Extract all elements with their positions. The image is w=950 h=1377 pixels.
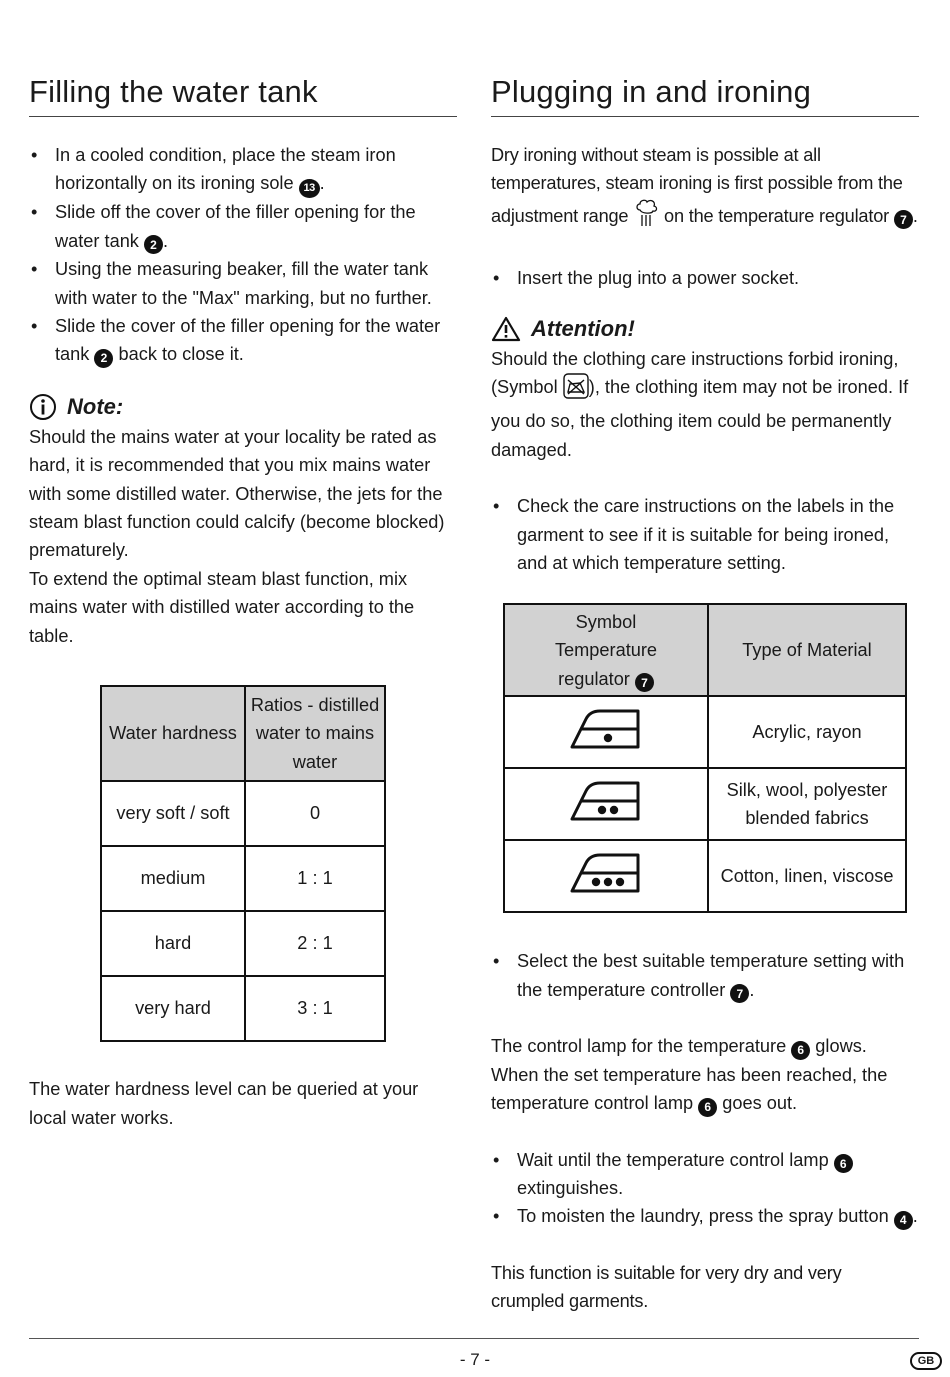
- steam-icon: [633, 198, 659, 236]
- part-number-badge: 2: [94, 349, 113, 368]
- table-row: [504, 840, 906, 912]
- part-number-badge: 2: [144, 235, 163, 254]
- attention-heading: [491, 313, 919, 345]
- list-item: • Using the measuring beaker, fill the water tank with water to the "Max" marking, but no further.: [29, 255, 457, 312]
- iron-three-dots-icon: [566, 849, 646, 895]
- part-number-badge: 4: [894, 1211, 913, 1230]
- table-cell: [504, 768, 708, 840]
- intro-text: Dry ironing without steam is possible at all temperatures, steam ironing is first possible from the adjustment range on the temperature regulator 7 .: [491, 141, 919, 236]
- language-badge: GB: [910, 1352, 942, 1370]
- footer-divider: [29, 1338, 919, 1339]
- section-title-ironing: Plugging in and ironing: [491, 72, 919, 117]
- do-not-iron-icon: [563, 373, 589, 407]
- table-header-cell: Symbol Temperature regulator 7: [504, 604, 708, 696]
- table-cell: very soft / soft: [101, 781, 245, 846]
- lamp-text: The control lamp for the temperature 6 glows. When the set temperature has been reached, the temperature control lamp 6 goes out.: [491, 1032, 919, 1117]
- table-cell: 1 : 1: [245, 846, 385, 911]
- check-list: [491, 492, 919, 577]
- table-row: [101, 911, 385, 976]
- list-item: • In a cooled condition, place the steam iron horizontally on its ironing sole 13 .: [29, 141, 457, 198]
- right-column: [491, 72, 919, 1316]
- plug-list: [491, 264, 919, 292]
- closing-text: This function is suitable for very dry and very crumpled garments.: [491, 1262, 842, 1312]
- table-cell: [504, 840, 708, 912]
- water-hardness-table: [100, 685, 386, 1042]
- list-item: • To moisten the laundry, press the spray button 4 .: [491, 1202, 919, 1230]
- select-list: [491, 947, 919, 1004]
- list-item: • Insert the plug into a power socket.: [491, 264, 919, 292]
- part-number-badge: 6: [834, 1154, 853, 1173]
- iron-one-dot-icon: [566, 705, 646, 751]
- note-title: Note:: [67, 393, 124, 419]
- table-row: [101, 781, 385, 846]
- table-header-cell: Water hardness: [101, 686, 245, 781]
- table-row: [101, 846, 385, 911]
- table-cell: very hard: [101, 976, 245, 1041]
- table-header-row: [504, 604, 906, 696]
- table-header-cell: Ratios - distilled water to mains water: [245, 686, 385, 781]
- list-item: • Slide the cover of the filler opening for the water tank 2 back to close it.: [29, 312, 457, 369]
- part-number-badge: 6: [791, 1041, 810, 1060]
- table-header-cell: Type of Material: [708, 604, 906, 696]
- part-number-badge: 7: [894, 210, 913, 229]
- list-item: • Wait until the temperature control lamp 6 extinguishes.: [491, 1146, 919, 1203]
- info-icon: [29, 393, 57, 421]
- table-row: [504, 696, 906, 768]
- table-cell: 0: [245, 781, 385, 846]
- page-number: - 7 -: [459, 1350, 491, 1369]
- table-row: [504, 768, 906, 840]
- part-number-badge: 6: [698, 1098, 717, 1117]
- left-column: [29, 72, 457, 1132]
- section-title-filling: Filling the water tank: [29, 72, 457, 117]
- attention-title: Attention!: [531, 315, 635, 341]
- note-text-2: To extend the optimal steam blast function, mix mains water with distilled water according to the table.: [29, 568, 415, 646]
- attention-text: Should the clothing care instructions forbid ironing, (Symbol ), the clothing item may not be ironed. If you do so, the clothing item could be permanently damaged.: [491, 348, 909, 460]
- note-heading: [29, 391, 457, 423]
- filling-steps-list: [29, 141, 457, 369]
- table-cell: Cotton, linen, viscose: [708, 840, 906, 912]
- iron-two-dots-icon: [566, 777, 646, 823]
- part-number-badge: 7: [635, 673, 654, 692]
- table-cell: hard: [101, 911, 245, 976]
- warning-triangle-icon: [491, 316, 521, 342]
- note-text: Should the mains water at your locality be rated as hard, it is recommended that you mix mains water with some distilled water. Otherwise, the jets for the steam blast function could calcify (become blocked) prematurely.: [29, 426, 445, 561]
- table-cell: medium: [101, 846, 245, 911]
- table-row: [101, 976, 385, 1041]
- wait-spray-list: [491, 1146, 919, 1231]
- table-header-row: [101, 686, 385, 781]
- part-number-badge: 13: [299, 179, 320, 198]
- list-item: • Check the care instructions on the labels in the garment to see if it is suitable for being ironed, and at which temperature setting.: [491, 492, 919, 577]
- list-item: • Select the best suitable temperature setting with the temperature controller 7 .: [491, 947, 919, 1004]
- temperature-table: [503, 603, 907, 913]
- table-cell: Silk, wool, polyester blended fabrics: [708, 768, 906, 840]
- table-cell: 3 : 1: [245, 976, 385, 1041]
- table-cell: [504, 696, 708, 768]
- part-number-badge: 7: [730, 984, 749, 1003]
- table-cell: Acrylic, rayon: [708, 696, 906, 768]
- table-cell: 2 : 1: [245, 911, 385, 976]
- closing-text: The water hardness level can be queried at your local water works.: [29, 1079, 419, 1128]
- list-item: • Slide off the cover of the filler opening for the water tank 2 .: [29, 198, 457, 255]
